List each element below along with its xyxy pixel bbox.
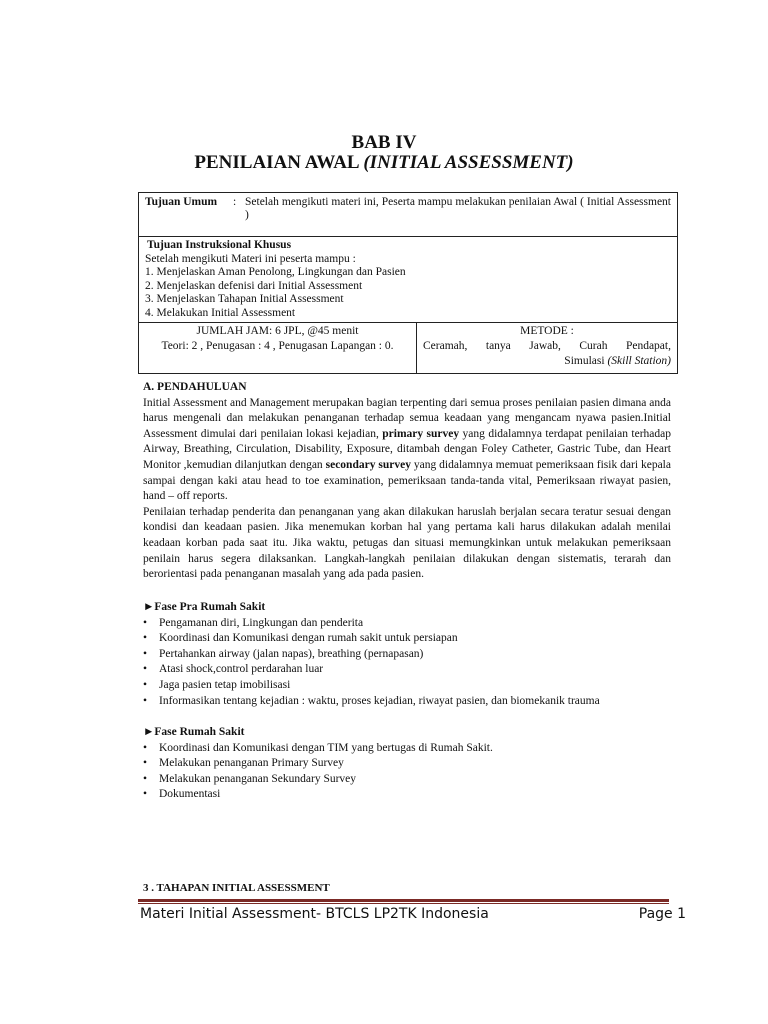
p1-primary-survey: primary survey <box>382 427 460 440</box>
pre-hospital-section <box>143 600 671 709</box>
specific-objectives-row <box>139 237 677 323</box>
list-item-text: Atasi shock,control perdarahan luar <box>159 663 324 676</box>
chapter-title-italic: (INITIAL ASSESSMENT) <box>363 152 574 173</box>
footer-divider-thick <box>138 899 669 902</box>
bullet-icon: • <box>143 647 148 660</box>
list-item-text: Melakukan penanganan Primary Survey <box>159 757 344 770</box>
list-item-text: Pertahankan airway (jalan napas), breathing (pernapasan) <box>159 647 424 660</box>
specific-objective-item: 4. Melakukan Initial Assessment <box>145 306 296 319</box>
hours-method-row <box>139 323 677 373</box>
bullet-icon: • <box>143 678 148 691</box>
page-footer <box>140 906 686 922</box>
hours-cell <box>139 323 417 373</box>
p1-text-c: yang didalamnya terdapat penilaian terhadap Airway, Breathing, Circulation, Disability, Exposure, ditambah dengan Foley Catheter, Gastric Tube, dan Heart Monitor ,kemudian dilanjutkan dengan <box>143 427 671 471</box>
specific-objectives-intro: Setelah mengikuti Materi ini peserta mampu : <box>145 252 356 265</box>
bullet-icon: • <box>143 757 148 770</box>
hours-total: JUMLAH JAM: 6 JPL, @45 menit <box>196 324 359 337</box>
specific-objective-item: 2. Menjelaskan defenisi dari Initial Assessment <box>145 279 363 292</box>
introduction-paragraph-2: Penilaian terhadap penderita dan penanganan yang akan dilakukan haruslah berjalan secara teratur sesuai dengan kondisi dan keadaan pasien. Jika menemukan korban hal yang pertama kali harus dilakukan adalah menilai keadaan korban pada saat itu. Jika waktu, petugas dan situasi memungkinkan untuk melakukan pemeriksaan penilain harus segera dilaksankan. Langkah-langkah penilaian dilakukan dengan sistematis, terarah dan berorientasi pada penanganan masalah yang ada pada pasien. <box>143 505 671 581</box>
hours-breakdown: Teori: 2 , Penugasan : 4 , Penugasan Lapangan : 0. <box>161 339 394 352</box>
bullet-icon: • <box>143 772 148 785</box>
method-list-continued <box>423 354 671 369</box>
general-objective-row <box>139 193 677 237</box>
list-item <box>143 662 671 678</box>
list-item-text: Melakukan penanganan Sekundary Survey <box>159 772 357 785</box>
p1-secondary-survey: secondary survey <box>325 458 411 471</box>
list-item <box>143 678 671 694</box>
bullet-icon: • <box>143 788 148 801</box>
list-item <box>143 631 671 647</box>
list-item-text: Koordinasi dan Komunikasi dengan rumah sakit untuk persiapan <box>159 632 458 645</box>
list-item-text: Jaga pasien tetap imobilisasi <box>159 678 291 691</box>
method-label: METODE : <box>520 324 574 337</box>
p1-text-a: Initial Assessment and Management merupakan bagian terpenting dari semua proses penilaian pasien dimana anda harus mengenali dan melakukan penanganan terhadap semua keadaan yang mengancam nyawa pasien.Initial Assessment dimulai dari penilaian lokasi kejadian, <box>143 396 671 440</box>
list-item <box>143 772 671 788</box>
list-item <box>143 741 671 757</box>
general-objective-label: Tujuan Umum <box>145 196 218 208</box>
specific-objective-item: 3. Menjelaskan Tahapan Initial Assessment <box>145 293 344 306</box>
list-item <box>143 694 671 710</box>
list-item-text: Dokumentasi <box>159 788 221 801</box>
introduction-section <box>143 380 671 583</box>
list-item <box>143 647 671 663</box>
bullet-icon: • <box>143 616 148 629</box>
pre-hospital-heading: ►Fase Pra Rumah Sakit <box>143 601 266 613</box>
p1-text-e: yang didalamnya memuat pemeriksaan fisik dari kepala sampai dengan kaki atau head to toe examination, pemeriksaan tanda-tanda vital, Pemeriksaan riwayat pasien, hand – off reports. <box>143 458 671 503</box>
introduction-paragraph-1 <box>143 396 671 505</box>
page-number: Page 1 <box>638 906 686 922</box>
general-objective-colon: : <box>233 196 237 208</box>
method-skill-station: (Skill Station) <box>607 354 671 367</box>
chapter-title <box>0 152 768 174</box>
list-item-text: Koordinasi dan Komunikasi dengan TIM yang bertugas di Rumah Sakit. <box>159 741 493 754</box>
method-simulation: Simulasi <box>564 354 608 367</box>
list-item-text: Pengamanan diri, Lingkungan dan penderita <box>159 616 364 629</box>
introduction-heading: A. PENDAHULUAN <box>143 381 247 393</box>
bullet-icon: • <box>143 663 148 676</box>
hospital-section <box>143 725 671 803</box>
specific-objective-item: 1. Menjelaskan Aman Penolong, Lingkungan dan Pasien <box>145 266 406 279</box>
footer-document-title: Materi Initial Assessment- BTCLS LP2TK Indonesia <box>140 906 489 922</box>
bullet-icon: • <box>143 741 148 754</box>
chapter-number: BAB IV <box>351 132 417 153</box>
list-item <box>143 787 671 803</box>
bullet-icon: • <box>143 694 148 707</box>
method-cell <box>417 323 677 373</box>
method-list: Ceramah, tanya Jawab, Curah Pendapat, <box>423 339 671 352</box>
footer-divider-thin <box>138 903 669 904</box>
specific-objectives-header: Tujuan Instruksional Khusus <box>147 239 292 251</box>
list-item <box>143 616 671 632</box>
objectives-table <box>138 192 678 374</box>
list-item <box>143 756 671 772</box>
general-objective-text: Setelah mengikuti materi ini, Peserta mampu melakukan penilaian Awal ( Initial Assessment ) <box>245 196 671 221</box>
list-item-text: Informasikan tentang kejadian : waktu, proses kejadian, riwayat pasien, dan biomekanik trauma <box>159 694 600 707</box>
next-section-heading: 3 . TAHAPAN INITIAL ASSESSMENT <box>143 882 330 894</box>
bullet-icon: • <box>143 632 148 645</box>
hospital-heading: ►Fase Rumah Sakit <box>143 726 245 738</box>
chapter-title-plain: PENILAIAN AWAL <box>194 152 364 173</box>
